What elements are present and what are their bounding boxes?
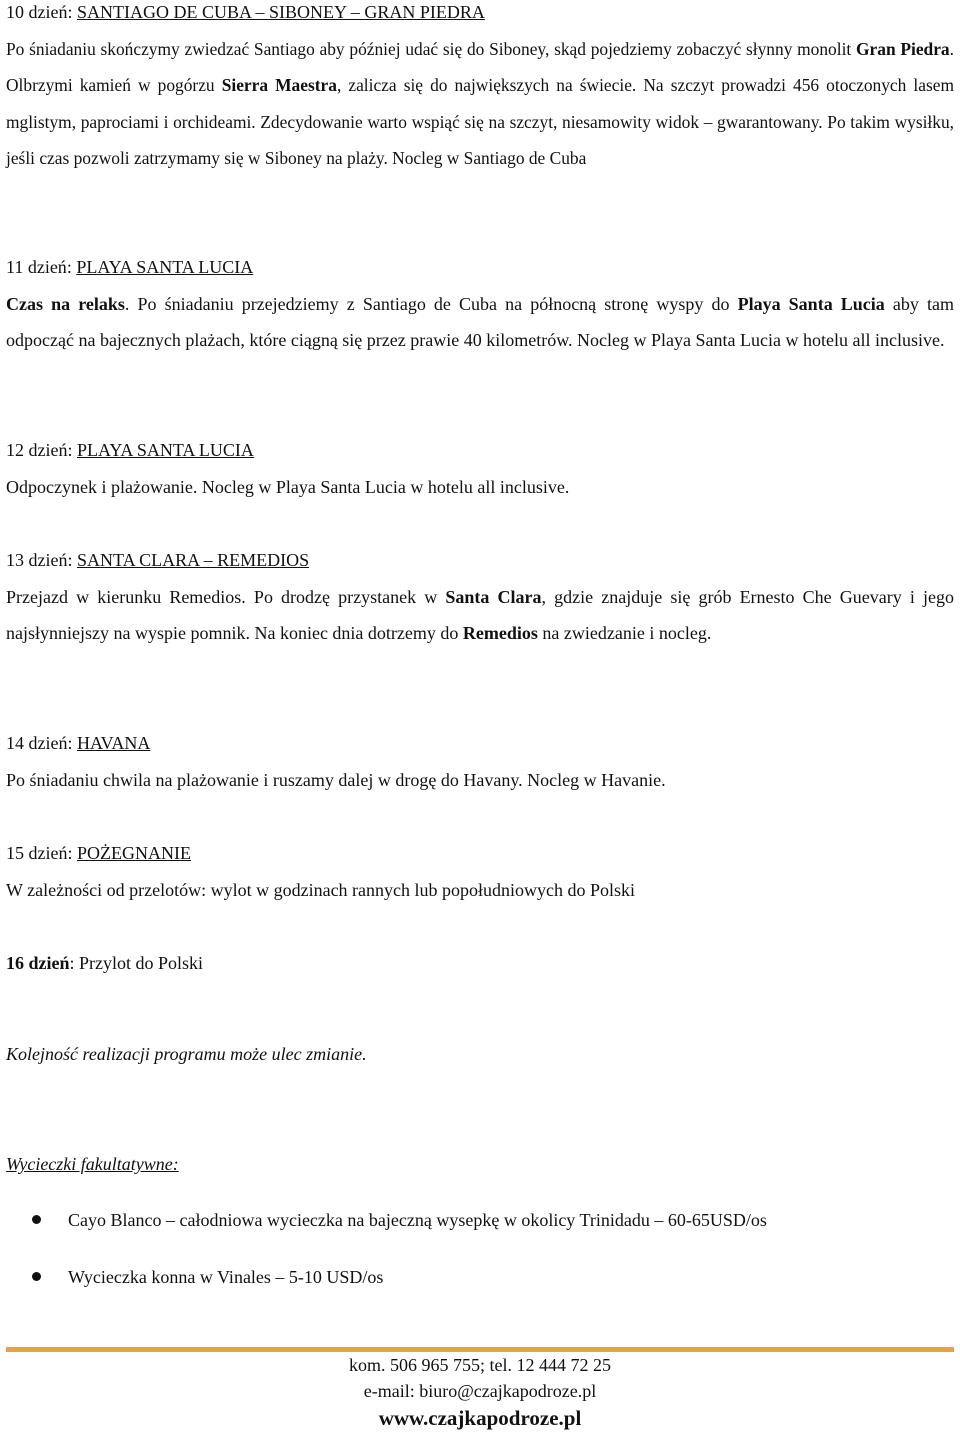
day-14-description: Po śniadaniu chwila na plażowanie i ruszamy dalej w drogę do Havany. Nocleg w Havanie. — [6, 769, 666, 790]
footer-website[interactable]: www.czajkapodroze.pl — [378, 1406, 582, 1430]
day-15-heading: 15 dzień: POŻEGNANIE — [6, 843, 191, 863]
day-13-heading: 13 dzień: SANTA CLARA – REMEDIOS — [6, 550, 310, 570]
bullet-icon — [32, 1272, 41, 1281]
bullet-icon — [32, 1215, 41, 1224]
footer-divider — [6, 1347, 954, 1352]
day-15-title: POŻEGNANIE — [77, 843, 191, 863]
day-12-heading: 12 dzień: PLAYA SANTA LUCIA — [6, 440, 254, 460]
day-10-section — [6, 0, 954, 177]
excursions-heading: Wycieczki fakultatywne: — [6, 1154, 179, 1174]
day-16-heading: 16 dzień: Przylot do Polski — [6, 953, 204, 973]
day-13-section — [6, 542, 954, 652]
day-11-description: Czas na relaks. Po śniadaniu przejedziemy z Santiago de Cuba na północną stronę wyspy do Playa Santa Lucia aby tam odpocząć na bajecznych plażach, które ciągną się przez prawie 40 kilometrów. Nocleg w Playa Santa Lucia w hotelu all inclusive. — [6, 293, 954, 350]
day-11-title: PLAYA SANTA LUCIA — [76, 257, 254, 277]
day-15-description: W zależności od przelotów: wylot w godzinach rannych lub popołudniowych do Polski — [6, 879, 636, 900]
day-11-section — [6, 249, 954, 359]
day-10-description: Po śniadaniu skończymy zwiedzać Santiago aby później udać się do Siboney, skąd pojedziemy zobaczyć słynny monolit Gran Piedra. Olbrzymi kamień w pogórzu Sierra Maestra, zalicza się do największych na świecie. Na szczyt prowadzi 456 otoczonych lasem mglistym, paprociami i orchideami. Zdecydowanie warto wspiąć się na szczyt, niesamowity widok – gwarantowany. Po takim wysiłku, jeśli czas pozwoli zatrzymamy się w Siboney na plaży. Nocleg w Santiago de Cuba — [6, 38, 954, 168]
day-10-heading: 10 dzień: SANTIAGO DE CUBA – SIBONEY – GRAN PIEDRA — [6, 2, 485, 22]
day-12-section — [6, 432, 954, 505]
day-16-section — [6, 945, 954, 982]
day-14-section — [6, 725, 954, 798]
day-12-description: Odpoczynek i plażowanie. Nocleg w Playa Santa Lucia w hotelu all inclusive. — [6, 476, 570, 497]
day-14-title: HAVANA — [77, 733, 151, 753]
day-13-description: Przejazd w kierunku Remedios. Po drodzę przystanek w Santa Clara, gdzie znajduje się grób Ernesto Che Guevary i jego najsłynniejszy na wyspie pomnik. Na koniec dnia dotrzemy do Remedios na zwiedzanie i nocleg. — [6, 586, 954, 643]
day-15-section — [6, 835, 954, 908]
footer-phones: kom. 506 965 755; tel. 12 444 72 25 — [349, 1355, 611, 1375]
day-10-title: SANTIAGO DE CUBA – SIBONEY – GRAN PIEDRA — [77, 2, 485, 22]
footer-email: e-mail: biuro@czajkapodroze.pl — [363, 1381, 597, 1401]
day-14-heading: 14 dzień: HAVANA — [6, 733, 151, 753]
program-note: Kolejność realizacji programu może ulec zmianie. — [6, 1044, 367, 1064]
day-12-title: PLAYA SANTA LUCIA — [77, 440, 254, 460]
day-16-title: Przylot do Polski — [79, 953, 204, 973]
day-13-title: SANTA CLARA – REMEDIOS — [77, 550, 310, 570]
day-11-heading: 11 dzień: PLAYA SANTA LUCIA — [6, 257, 254, 277]
